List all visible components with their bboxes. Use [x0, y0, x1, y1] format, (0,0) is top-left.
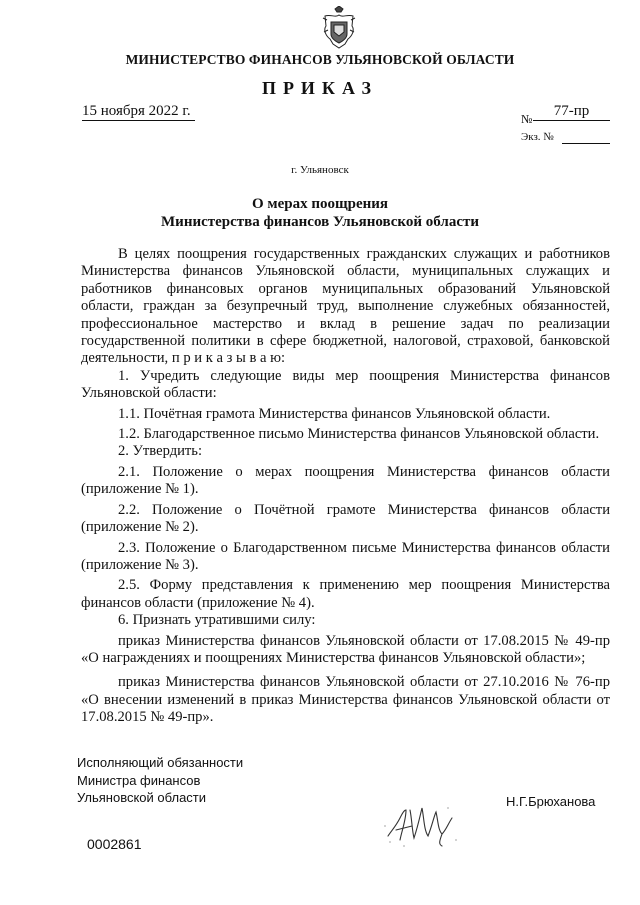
item-2-5: 2.5. Форму представления к применению мер поощрения Министерства финансов области (приложение № 4). [81, 577, 610, 611]
decree-word: п р и к а з ы в а ю: [171, 350, 286, 367]
order-body [81, 246, 610, 727]
document-type: ПРИКАЗ [261, 78, 379, 98]
copy-number-line [562, 143, 610, 144]
item-2-3: 2.3. Положение о Благодарственном письме Министерства финансов области (приложение № 3). [81, 539, 610, 573]
signatory-name: Н.Г.Брюханова [506, 794, 596, 809]
item-1: 1. Учредить следующие виды мер поощрения Министерства финансов Ульяновской области: [81, 367, 610, 402]
item-6: 6. Признать утратившими силу: [118, 612, 316, 629]
order-number-label: № [521, 112, 533, 126]
order-title-line-2: Министерства финансов Ульяновской области [161, 214, 479, 230]
preamble-text: В целях поощрения государственных гражданских служащих и работников Министерства финансов Ульяновской области, муниципальных служащих и работников финансовых органов муниципальных образований Ульяновской области, граждан за безупречный труд, выполнение служебных обязанностей, профессиональное мастерство и вклад в решение задач по реализации государственной политики в сфере бюджетной, налоговой, страховой, банковской деятельности, [81, 246, 610, 367]
serial-number: 0002861 [87, 836, 142, 852]
signatory-position [77, 754, 243, 807]
item-1-1: 1.1. Почётная грамота Министерства финансов Ульяновской области. [118, 405, 551, 422]
order-number: 77-пр [533, 103, 610, 121]
position-line-2: Министра финансов [77, 772, 201, 788]
item-1-2: 1.2. Благодарственное письмо Министерства финансов Ульяновской области. [118, 426, 600, 443]
item-6-a: приказ Министерства финансов Ульяновской области от 17.08.2015 № 49-пр «О награждениях и поощрениях Министерства финансов Ульяновской области»; [81, 632, 610, 666]
order-title [0, 195, 640, 231]
handwritten-signature [382, 796, 462, 852]
order-title-line-1: О мерах поощрения [251, 196, 389, 212]
ministry-name: МИНИСТЕРСТВО ФИНАНСОВ УЛЬЯНОВСКОЙ ОБЛАСТИ [125, 52, 515, 67]
item-2-1: 2.1. Положение о мерах поощрения Министерства финансов области (приложение № 1). [81, 463, 610, 498]
coat-of-arms-icon [321, 6, 357, 50]
item-6-b: приказ Министерства финансов Ульяновской области от 27.10.2016 № 76-пр «О внесении изменений в приказ Министерства финансов Ульяновской области от 17.08.2015 № 49-пр». [81, 674, 610, 726]
preamble-paragraph [81, 246, 610, 368]
order-date: 15 ноября 2022 г. [82, 103, 195, 121]
city: г. Ульяновск [291, 164, 349, 176]
copy-number-label: Экз. № [521, 131, 554, 143]
item-2-2: 2.2. Положение о Почётной грамоте Министерства финансов области (приложение № 2). [81, 501, 610, 536]
position-line-1: Исполняющий обязанности [77, 755, 244, 770]
position-line-3: Ульяновской области [77, 790, 207, 805]
item-2: 2. Утвердить: [118, 443, 203, 460]
